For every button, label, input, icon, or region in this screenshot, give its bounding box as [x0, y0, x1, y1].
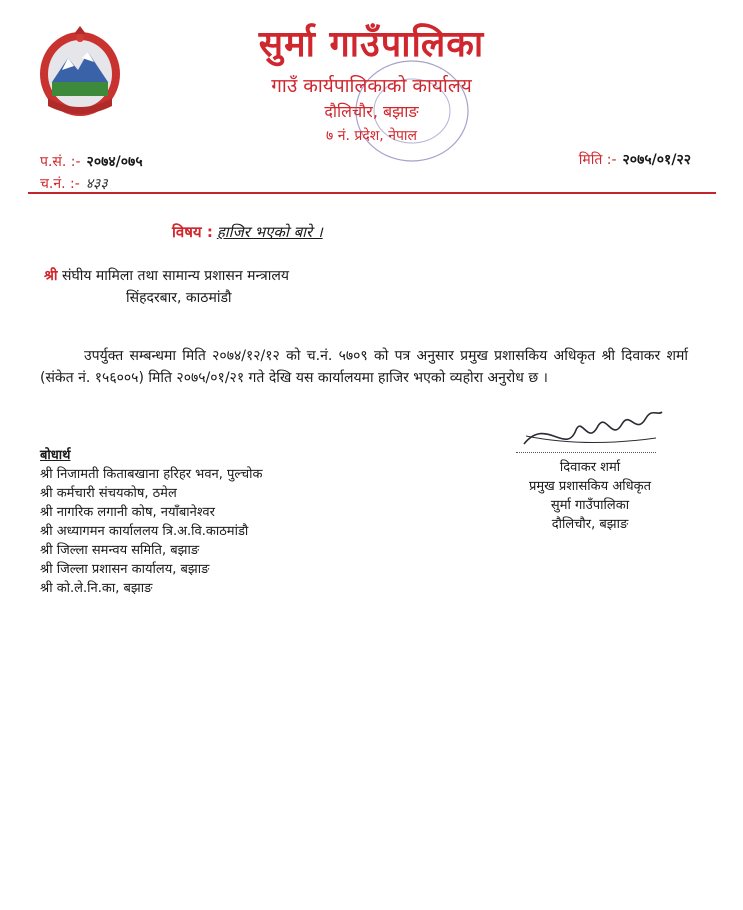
reference-value: २०७४/०७५: [86, 154, 143, 170]
dispatch-number: [40, 174, 108, 193]
addressee-prefix: श्री: [44, 268, 58, 284]
cc-item: श्री अध्यागमन कार्याललय त्रि.अ.वि.काठमांडौ: [40, 524, 249, 539]
signer-name: दिवाकर शर्मा: [559, 460, 621, 475]
office-address: दौलिचौर, बझाङ: [324, 102, 419, 121]
signature-icon: [516, 396, 666, 456]
reference-number: [40, 152, 143, 171]
office-province: ७ नं. प्रदेश, नेपाल: [325, 128, 418, 144]
subject-line: [172, 222, 323, 242]
signer-place: दौलिचौर, बझाङ: [551, 517, 629, 532]
cc-item: श्री निजामती किताबखाना हरिहर भवन, पुल्चोक: [40, 467, 263, 482]
addressee-line1: संघीय मामिला तथा सामान्य प्रशासन मन्त्रालय: [62, 268, 289, 284]
signer-designation: प्रमुख प्रशासकिय अधिकृत: [528, 479, 652, 494]
dispatch-label: च.नं. :-: [40, 176, 80, 192]
cc-list: [40, 446, 263, 598]
cc-item: श्री जिल्ला समन्वय समिति, बझाङ: [40, 543, 200, 558]
header-divider: [28, 192, 716, 194]
cc-item: श्री कर्मचारी संचयकोष, ठमेल: [40, 486, 177, 501]
date-label: मिति :-: [578, 152, 617, 168]
cc-item: श्री को.ले.नि.का, बझाङ: [40, 581, 153, 596]
signer-org: सुर्मा गाउँपालिका: [550, 498, 630, 513]
date-value: २०७५/०१/२२: [622, 152, 691, 168]
signature-line: [516, 452, 656, 453]
addressee-block: [44, 266, 289, 306]
addressee-line2: सिंहदरबार, काठमांडौ: [126, 290, 232, 306]
office-name: गाउँ कार्यपालिकाको कार्यालय: [271, 75, 472, 97]
subject-text: हाजिर भएको बारे ।: [216, 223, 323, 241]
letter-body: उपर्युक्त सम्बन्धमा मिति २०७४/१२/१२ को च.नं. ५७०९ को पत्र अनुसार प्रमुख प्रशासकिय अधिकृत श्री दिवाकर शर्मा (संकेत नं. १५६००५) मिति २०७५/०१/२१ गते देखि यस कार्यालयमा हाजिर भएको व्यहोरा अनुरोध छ ।: [40, 348, 688, 386]
subject-label: विषय :: [172, 223, 213, 241]
cc-title: बोधार्थ: [40, 448, 71, 463]
org-title: सुर्मा गाउँपालिका: [258, 24, 485, 65]
letter-date: [579, 150, 691, 169]
signer-block: [490, 458, 690, 534]
reference-label: प.सं. :-: [40, 154, 81, 170]
cc-item: श्री नागरिक लगानी कोष, नयाँबानेश्वर: [40, 505, 215, 520]
cc-item: श्री जिल्ला प्रशासन कार्यालय, बझाङ: [40, 562, 210, 577]
dispatch-value: ४३३: [85, 176, 108, 192]
